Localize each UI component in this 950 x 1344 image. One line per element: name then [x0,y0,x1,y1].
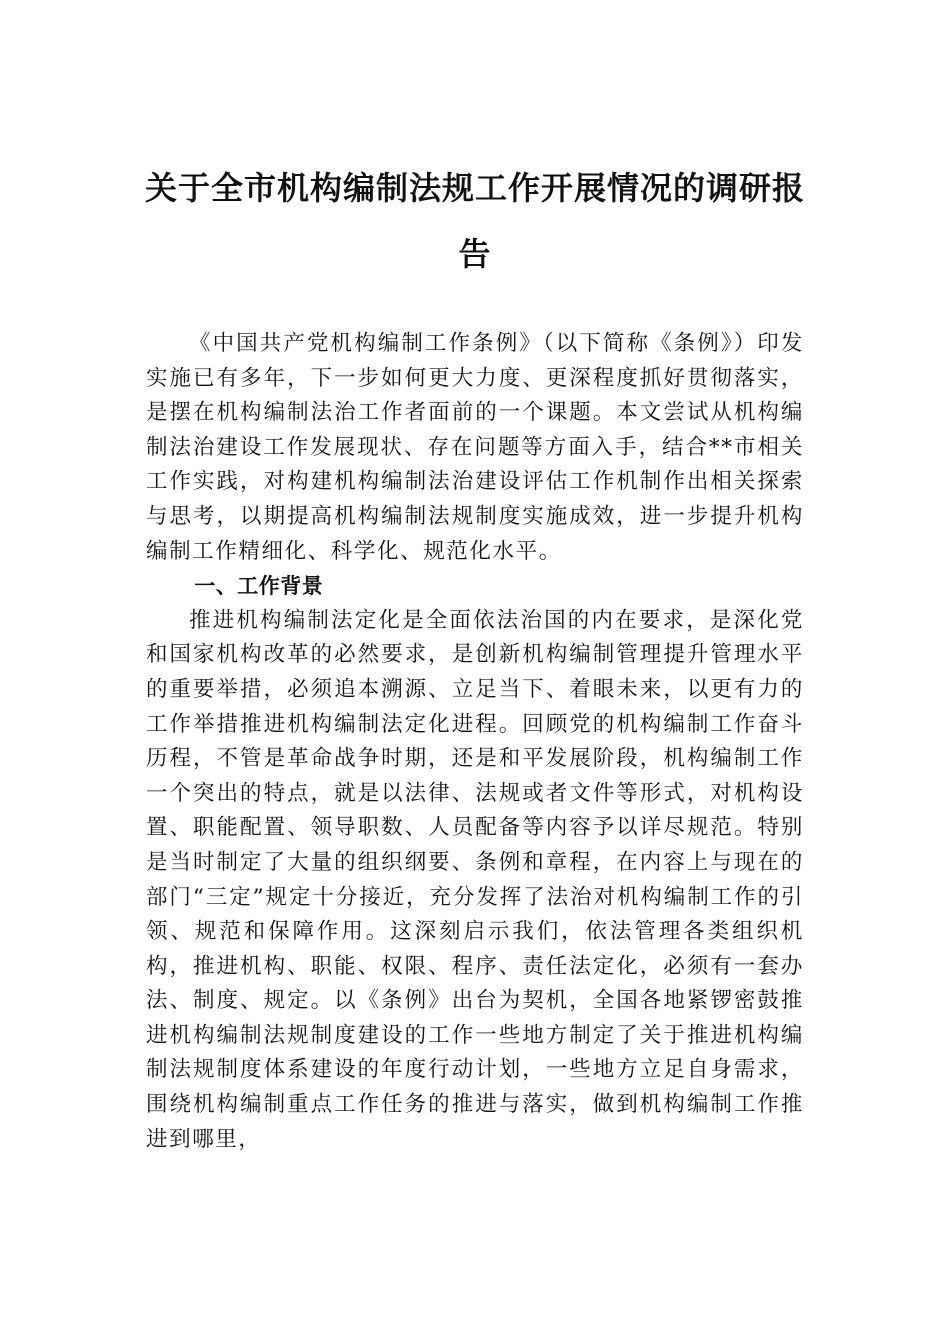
document-body [146,327,804,1157]
background-paragraph: 推进机构编制法定化是全面依法治国的内在要求，是深化党和国家机构改革的必然要求，是创新机构编制管理提升管理水平的重要举措，必须追本溯源、立足当下、着眼未来，以更有力的工作举措推进机构编制法定化进程。回顾党的机构编制工作奋斗历程，不管是革命战争时期，还是和平发展阶段，机构编制工作一个突出的特点，就是以法律、法规或者文件等形式，对机构设置、职能配置、领导职数、人员配备等内容予以详尽规范。特别是当时制定了大量的组织纲要、条例和章程，在内容上与现在的部门“三定”规定十分接近，充分发挥了法治对机构编制工作的引领、规范和保障作用。这深刻启示我们，依法管理各类组织机构，推进机构、职能、权限、程序、责任法定化，必须有一套办法、制度、规定。以《条例》出台为契机，全国各地紧锣密鼓推进机构编制法规制度建设的工作一些地方制定了关于推进机构编制法规制度体系建设的年度行动计划，一些地方立足自身需求，围绕机构编制重点工作任务的推进与落实，做到机构编制工作推进到哪里， [146,607,804,1152]
document-title: 关于全市机构编制法规工作开展情况的调研报告 [145,169,806,273]
section-heading: 一、工作背景 [194,574,324,599]
intro-paragraph: 《中国共产党机构编制工作条例》（以下简称《条例》）印发实施已有多年，下一步如何更大力度、更深程度抓好贯彻落实，是摆在机构编制法治工作者面前的一个课题。本文尝试从机构编制法治建设工作发展现状、存在问题等方面入手，结合**市相关工作实践，对构建机构编制法治建设评估工作机制作出相关探索与思考，以期提高机构编制法规制度实施成效，进一步提升机构编制工作精细化、科学化、规范化水平。 [146,331,804,564]
